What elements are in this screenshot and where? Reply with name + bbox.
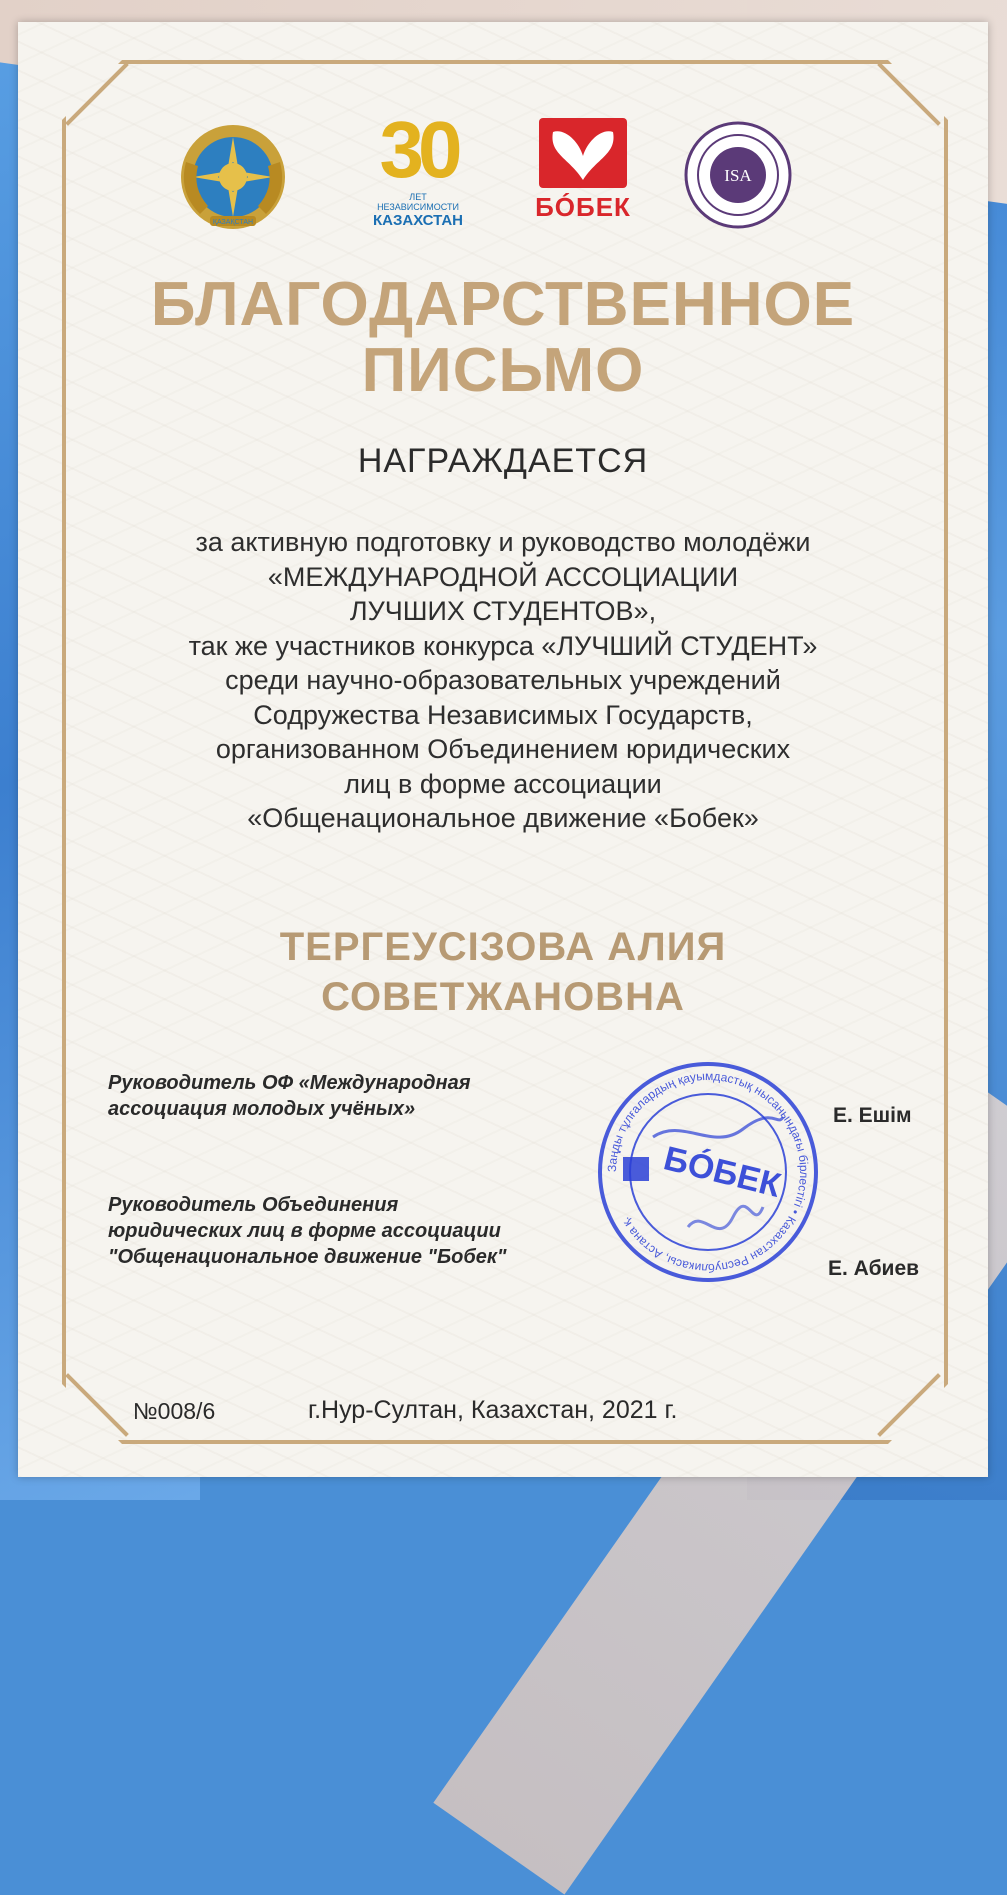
stamp-center-text: БÓБЕК bbox=[659, 1139, 785, 1205]
butterfly-icon bbox=[539, 118, 627, 188]
signatory-title-line: юридических лиц в форме ассоциации bbox=[108, 1220, 501, 1242]
bobek-logo bbox=[533, 118, 633, 238]
signatory-title-line: Руководитель ОФ «Международная bbox=[108, 1072, 471, 1094]
body-line: так же участников конкурса «ЛУЧШИЙ СТУДЕНТ» bbox=[188, 630, 818, 661]
title-line: БЛАГОДАРСТВЕННОЕ bbox=[150, 270, 856, 339]
body-line: ЛУЧШИХ СТУДЕНТОВ», bbox=[349, 596, 657, 626]
body-line: Содружества Независимых Государств, bbox=[253, 699, 753, 730]
body-line: организованном Объединением юридических bbox=[215, 734, 791, 764]
official-stamp bbox=[593, 1057, 823, 1287]
signature-scribble bbox=[653, 1117, 783, 1137]
thirty-subtitle: ЛЕТ НЕЗАВИСИМОСТИ bbox=[377, 192, 459, 212]
thirty-number: 30 bbox=[379, 105, 457, 194]
document-place-date: г.Нур-Султан, Казахстан, 2021 г. bbox=[308, 1396, 678, 1424]
kazakhstan-emblem-icon bbox=[178, 122, 288, 232]
signature-scribble bbox=[688, 1206, 763, 1228]
signatory-title bbox=[108, 1070, 471, 1122]
logo-row bbox=[18, 105, 988, 250]
signatory-title-line: ассоциация молодых учёных» bbox=[108, 1098, 416, 1120]
body-text bbox=[98, 525, 908, 836]
awarded-heading: НАГРАЖДАЕТСЯ bbox=[357, 442, 649, 480]
bobek-wordmark: БÓБЕК bbox=[535, 192, 631, 222]
signatory-title bbox=[108, 1192, 507, 1270]
signatory-name: Е. Абиев bbox=[828, 1257, 920, 1280]
isa-text: ISA bbox=[724, 166, 752, 185]
recipient-name bbox=[18, 922, 988, 1022]
body-line: лиц в форме ассоциации bbox=[344, 768, 662, 799]
signatory-title-line: Руководитель Объединения bbox=[108, 1194, 399, 1216]
recipient-line: СОВЕТЖАНОВНА bbox=[321, 975, 685, 1019]
certificate bbox=[18, 22, 988, 1477]
signatory-title-line: "Общенациональное движение "Бобек" bbox=[108, 1246, 507, 1268]
document-number: №008/6 bbox=[133, 1398, 216, 1424]
document-title bbox=[18, 272, 988, 404]
isa-seal-icon bbox=[683, 120, 793, 230]
title-line: ПИСЬМО bbox=[361, 336, 645, 405]
thirty-years-logo bbox=[368, 105, 468, 235]
thirty-country: КАЗАХСТАН bbox=[373, 212, 463, 229]
body-line: «МЕЖДУНАРОДНОЙ АССОЦИАЦИИ bbox=[267, 561, 739, 592]
signatory-name: Е. Ешім bbox=[833, 1104, 912, 1127]
body-line: среди научно-образовательных учреждений bbox=[225, 665, 781, 695]
body-line: за активную подготовку и руководство молодёжи bbox=[195, 527, 811, 557]
recipient-line: ТЕРГЕУСІЗОВА АЛИЯ bbox=[279, 925, 727, 969]
body-line: «Общенациональное движение «Бобек» bbox=[247, 803, 759, 833]
stamp-ring-text: Заңды тұлғалардың қауымдастық нысанындағы бірлестігі • Казахстан Республикасы, Астана қ. bbox=[604, 1068, 812, 1276]
emblem-text: ҚАЗАҚСТАН bbox=[212, 219, 254, 226]
stamp-butterfly-icon bbox=[623, 1157, 649, 1181]
